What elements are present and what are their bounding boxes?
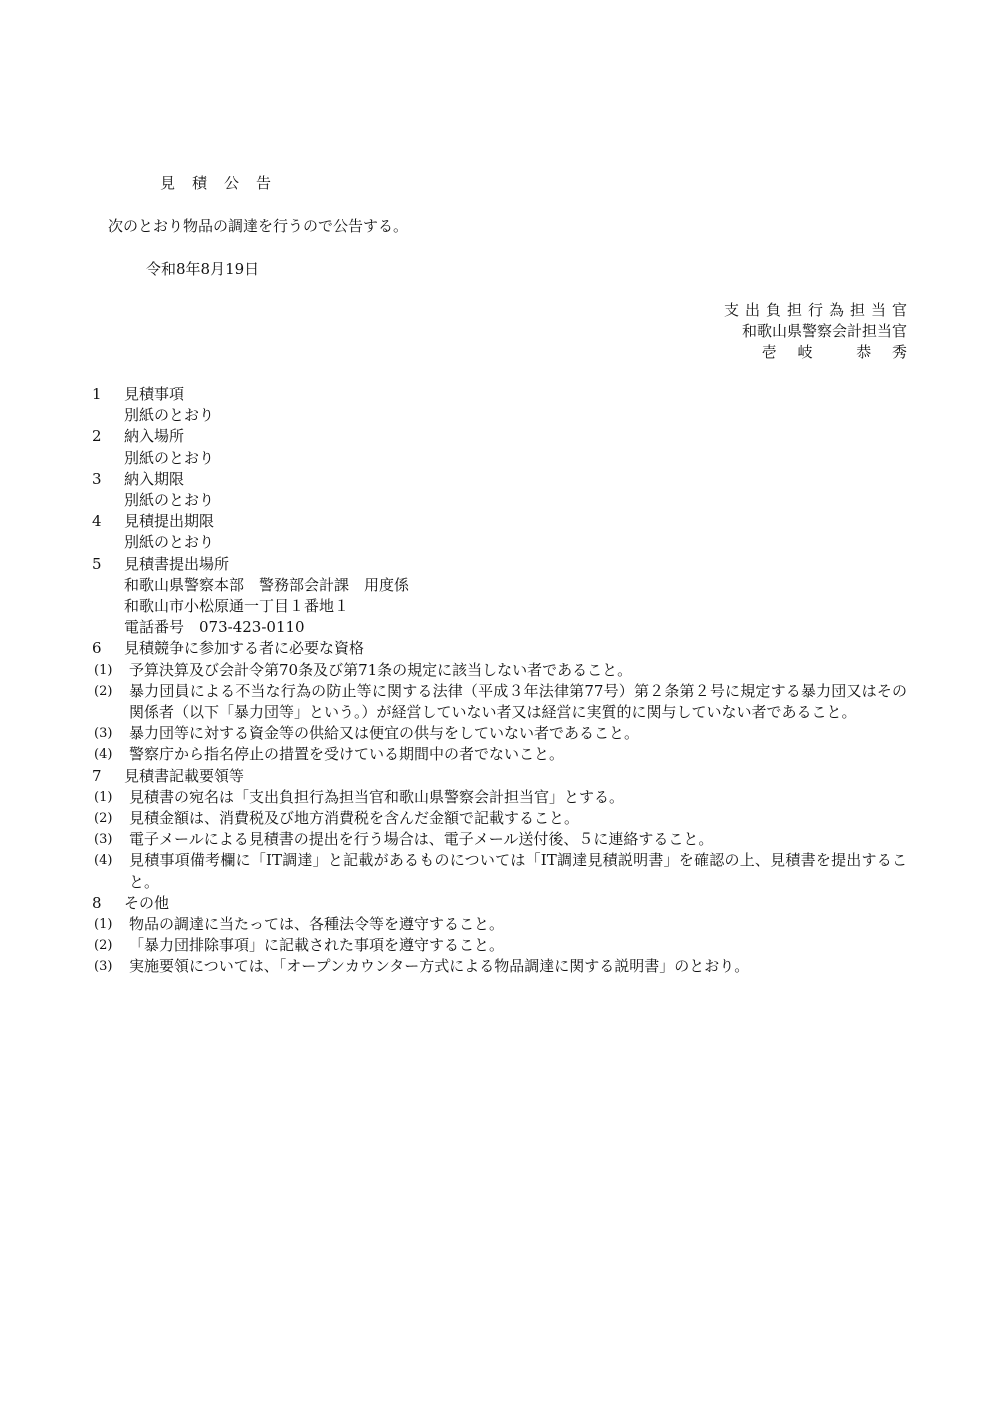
issuer-title: 支出負担行為担当官 [723,301,913,319]
notice-title: 見積公告 [160,174,289,192]
section-heading [92,893,907,914]
issuer-block [723,300,915,363]
item-number: (2) [94,938,113,954]
section-heading [92,469,907,490]
list-item [92,935,907,956]
item-text: 暴力団等に対する資金等の供給又は便宜の供与をしていない者であること。 [129,724,640,743]
section-heading [92,426,907,447]
item-number: (2) [94,811,113,827]
item-number: (3) [94,959,113,975]
item-number: (4) [94,853,113,869]
section-heading [92,384,907,405]
item-text: 物品の調達に当たっては、各種法令等を遵守すること。 [129,915,505,934]
section-title: 納入期限 [124,469,185,488]
section-line: 別紙のとおり [124,406,215,425]
section-title: 見積書記載要領等 [124,766,245,785]
section-title: 見積競争に参加する者に必要な資格 [124,639,365,658]
item-text: 「暴力団排除事項」に記載された事項を遵守すること。 [129,936,505,955]
list-item [92,744,907,765]
section-heading [92,554,907,575]
item-text: 見積事項備考欄に「IT調達」と記載があるものについては「IT調達見積説明書」を確認の上、見積書を提出すること。 [129,851,907,891]
section-title: 見積提出期限 [124,512,215,531]
section-line: 別紙のとおり [124,533,215,552]
list-item [92,914,907,935]
section-number: 4 [92,512,102,531]
section-line: 電話番号 073-423-0110 [124,618,305,637]
list-item [92,681,907,723]
item-text: 実施要領については、「オープンカウンター方式による物品調達に関する説明書」のとおり。 [129,957,750,976]
item-number: (1) [94,662,113,678]
section-line: 和歌山市小松原通一丁目１番地１ [124,597,350,616]
item-text: 見積金額は、消費税及び地方消費税を含んだ金額で記載すること。 [129,809,580,828]
item-number: (2) [94,683,113,699]
item-text: 警察庁から指名停止の措置を受けている期間中の者でないこと。 [129,745,565,764]
section-number: 6 [92,639,102,658]
section-title: 納入場所 [124,427,185,446]
list-item [92,787,907,808]
section-heading [92,511,907,532]
item-text: 予算決算及び会計令第70条及び第71条の規定に該当しない者であること。 [129,660,633,679]
section-heading [92,638,907,659]
list-item [92,956,907,977]
section-number: 1 [92,385,102,403]
notice-date: 令和8年8月19日 [146,260,260,278]
list-item [92,829,907,850]
item-text: 見積書の宛名は「支出負担行為担当官和歌山県警察会計担当官」とする。 [129,787,625,806]
item-text: 暴力団員による不当な行為の防止等に関する法律（平成３年法律第77号）第２条第２号に規定する暴力団又はその関係者（以下「暴力団等」という。）が経営していない者又は経営に実質的に関与していない者であること。 [129,681,907,722]
section-line: 和歌山県警察本部 警務部会計課 用度係 [124,575,410,594]
list-item [92,660,907,681]
list-item [92,850,907,892]
item-number: (3) [94,726,113,742]
item-number: (1) [94,789,113,805]
section-number: 5 [92,554,102,573]
notice-body [92,384,907,978]
item-text: 電子メールによる見積書の提出を行う場合は、電子メール送付後、５に連絡すること。 [129,830,714,849]
item-number: (4) [94,747,113,763]
item-number: (1) [94,917,113,933]
section-number: 8 [92,893,102,912]
issuer-office: 和歌山県警察会計担当官 [741,322,907,340]
section-title: その他 [124,893,170,912]
section-heading [92,766,907,787]
section-number: 7 [92,766,102,785]
intro-text: 次のとおり物品の調達を行うので公告する。 [108,217,409,235]
issuer-name: 壱 岐 恭 秀 [761,343,915,361]
section-number: 2 [92,427,102,446]
section-line: 別紙のとおり [124,491,215,510]
section-title: 見積書提出場所 [124,554,230,573]
list-item [92,808,907,829]
list-item [92,723,907,744]
section-number: 3 [92,469,102,488]
section-title: 見積事項 [124,385,185,403]
item-number: (3) [94,832,113,848]
section-line: 別紙のとおり [124,448,215,467]
